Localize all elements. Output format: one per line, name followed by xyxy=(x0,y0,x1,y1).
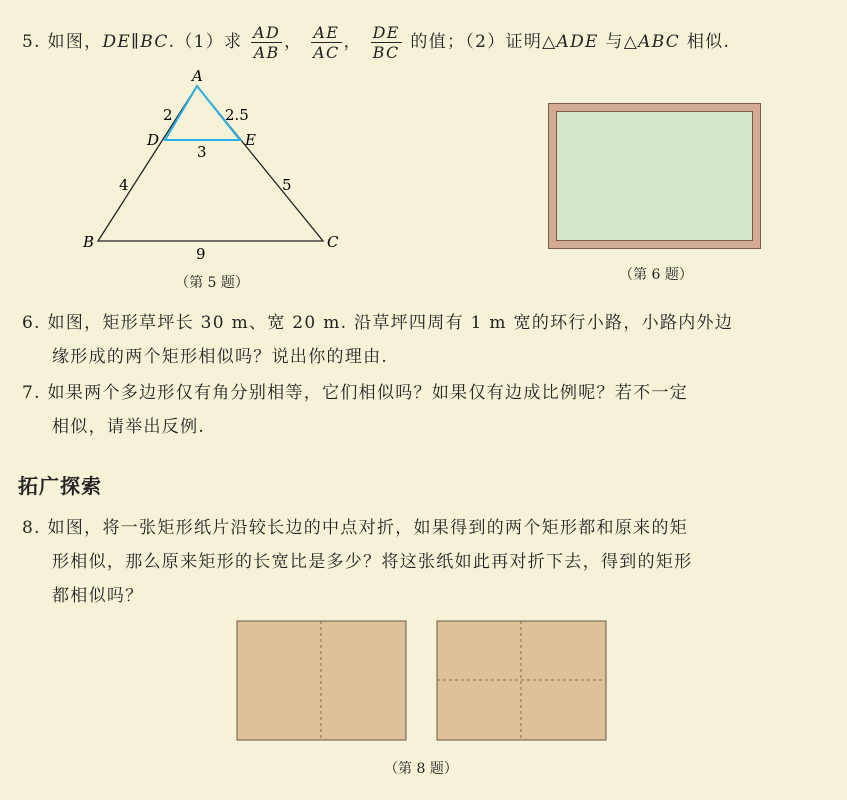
q8-number: 8. xyxy=(22,518,41,538)
q5-text-e: 相似. xyxy=(686,32,731,52)
section-heading: 拓广探索 xyxy=(18,474,102,498)
q5-triangle-symbol-2: △ xyxy=(623,32,639,52)
q7-line-1-text: 如果两个多边形仅有角分别相等，它们相似吗？如果仅有边成比例呢？若不一定 xyxy=(47,383,689,403)
vertex-label-d: D xyxy=(147,131,160,149)
q5-fraction-ad-ab: $\frac{AD}{AB}$ xyxy=(253,23,281,62)
vertex-label-b: B xyxy=(83,233,95,251)
q5-text-a: 如图， xyxy=(47,32,103,52)
figure-5-caption: （第 5 题） xyxy=(175,275,249,291)
figure-6-caption: （第 6 题） xyxy=(619,267,693,283)
q5-number: 5. xyxy=(22,32,41,52)
q5-comma-2: ， xyxy=(343,32,362,52)
q6-line-2: 缘形成的两个矩形相似吗？说出你的理由. xyxy=(52,347,389,367)
q5-text-c: 的值；（2）证明 xyxy=(410,32,543,52)
q7-number: 7. xyxy=(22,383,41,403)
q5-fraction-ae-ac: $\frac{AE}{AC}$ xyxy=(313,23,340,62)
q5-triangle-symbol-1: △ xyxy=(542,32,557,52)
question-8 xyxy=(22,511,832,613)
vertex-label-e: E xyxy=(245,131,256,149)
length-de: 3 xyxy=(197,143,207,161)
q5-segment-de: DE xyxy=(102,32,132,52)
q5-triangle-ade: ADE xyxy=(556,32,599,52)
vertex-label-a: A xyxy=(192,67,203,85)
figure-5-triangle xyxy=(80,66,360,262)
question-7 xyxy=(22,376,832,444)
figure-8-caption: （第 8 题） xyxy=(384,761,458,777)
q8-line-3: 都相似吗？ xyxy=(52,586,144,606)
length-ae: 2.5 xyxy=(225,106,249,124)
question-6 xyxy=(22,306,832,374)
triangle-abc-outline xyxy=(98,86,323,241)
q5-fraction-de-bc: $\frac{DE}{BC}$ xyxy=(372,23,400,62)
figure-6-outer-rectangle xyxy=(548,103,761,249)
length-ad: 2 xyxy=(163,106,173,124)
figure-6-inner-rectangle xyxy=(556,111,753,241)
length-ec: 5 xyxy=(282,176,292,194)
q6-number: 6. xyxy=(22,313,41,333)
q5-segment-bc: BC xyxy=(140,32,169,52)
q8-line-1-text: 如图，将一张矩形纸片沿较长边的中点对折，如果得到的两个矩形都和原来的矩 xyxy=(47,518,689,538)
q8-line-2: 形相似，那么原来矩形的长宽比是多少？将这张纸如此再对折下去，得到的矩形 xyxy=(52,552,693,572)
q5-text-b: .（1）求 xyxy=(168,32,243,52)
q5-parallel-symbol: ∥ xyxy=(131,32,141,52)
q6-line-1-text: 如图，矩形草坪长 30 m、宽 20 m. 沿草坪四周有 1 m 宽的环行小路，小路内外边 xyxy=(47,313,734,333)
question-5 xyxy=(22,20,730,64)
q7-line-2: 相似，请举出反例. xyxy=(52,417,206,437)
q5-triangle-abc: ABC xyxy=(638,32,681,52)
length-bc: 9 xyxy=(196,245,206,262)
vertex-label-c: C xyxy=(327,233,339,251)
q7-line-1 xyxy=(22,376,832,410)
q8-line-1 xyxy=(22,511,832,545)
q5-text-d: 与 xyxy=(605,32,624,52)
length-db: 4 xyxy=(119,176,129,194)
paper-once-folded xyxy=(237,621,406,740)
q5-comma-1: ， xyxy=(284,32,303,52)
q6-line-1 xyxy=(22,306,832,340)
figure-8-papers xyxy=(236,620,608,742)
